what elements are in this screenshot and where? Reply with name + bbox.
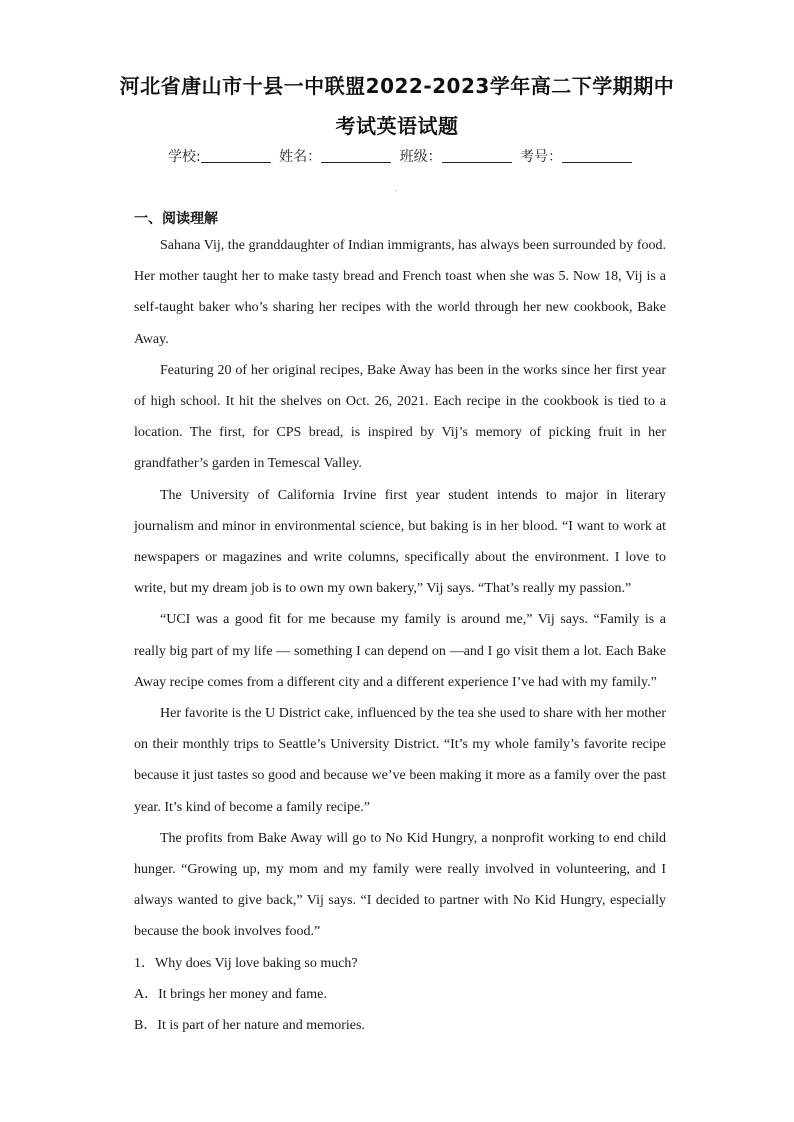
name-blank[interactable] [321, 148, 391, 163]
school-field [168, 146, 275, 166]
school-label: 学校: [168, 149, 201, 165]
passage-content [134, 230, 666, 1041]
question-1-option-b[interactable]: B．It is part of her nature and memories. [134, 1018, 365, 1034]
question-1-stem: 1．Why does Vij love baking so much? [134, 955, 358, 971]
student-info-line [168, 146, 636, 166]
passage-paragraph-4: “UCI was a good fit for me because my family is around me,” Vij says. “Family is a really big part of my life — something I can depend on —and I go visit them a lot. Each Bake Away recipe comes from a different city and a different experience I’ve had with my family.” [134, 612, 666, 690]
name-label: 姓名： [279, 149, 322, 165]
exam-number-field [520, 146, 636, 166]
scan-dot [396, 190, 397, 191]
exam-number-blank[interactable] [562, 148, 632, 163]
exam-title-line1: 河北省唐山市十县一中联盟2022-2023学年高二下学期期中 [119, 74, 675, 98]
passage-paragraph-6: The profits from Bake Away will go to No Kid Hungry, a nonprofit working to end child hunger. “Growing up, my mom and my family were really involved in volunteering, and I always wanted to give back,” Vij says. “I decided to partner with No Kid Hungry, especially because the book involves food.” [134, 830, 666, 940]
passage-paragraph-2: Featuring 20 of her original recipes, Bake Away has been in the works since her first year of high school. It hit the shelves on Oct. 26, 2021. Each recipe in the cookbook is tied to a location. The first, for CPS bread, is inspired by Vij’s memory of picking fruit in her grandfather’s garden in Temescal Valley. [134, 362, 666, 472]
exam-title-line2: 考试英语试题 [335, 114, 459, 138]
exam-number-label: 考号： [520, 149, 563, 165]
class-field [400, 146, 516, 166]
passage-paragraph-5: Her favorite is the U District cake, influenced by the tea she used to share with her mother on their monthly trips to Seattle’s University District. “It’s my whole family’s favorite recipe because it just tastes so good and because we’ve been making it more as a family over the past year. It’s kind of become a family recipe.” [134, 706, 666, 815]
name-field [279, 146, 395, 166]
class-label: 班级： [399, 149, 442, 165]
section-heading: 一、阅读理解 [134, 211, 218, 227]
question-1-option-a[interactable]: A．It brings her money and fame. [134, 986, 327, 1002]
class-blank[interactable] [442, 148, 512, 163]
school-blank[interactable] [201, 148, 271, 163]
passage-paragraph-3: The University of California Irvine first year student intends to major in literary journalism and minor in environmental science, but baking is in her blood. “I want to work at newspapers or magazines and write columns, specifically about the environment. I love to write, but my dream job is to own my own bakery,” Vij says. “That’s really my passion.” [134, 487, 666, 597]
passage-paragraph-1: Sahana Vij, the granddaughter of Indian immigrants, has always been surrounded by food. Her mother taught her to make tasty bread and French toast when she was 5. Now 18, Vij is a self-taught baker who’s sharing her recipes with the world through her new cookbook, Bake Away. [134, 238, 666, 347]
